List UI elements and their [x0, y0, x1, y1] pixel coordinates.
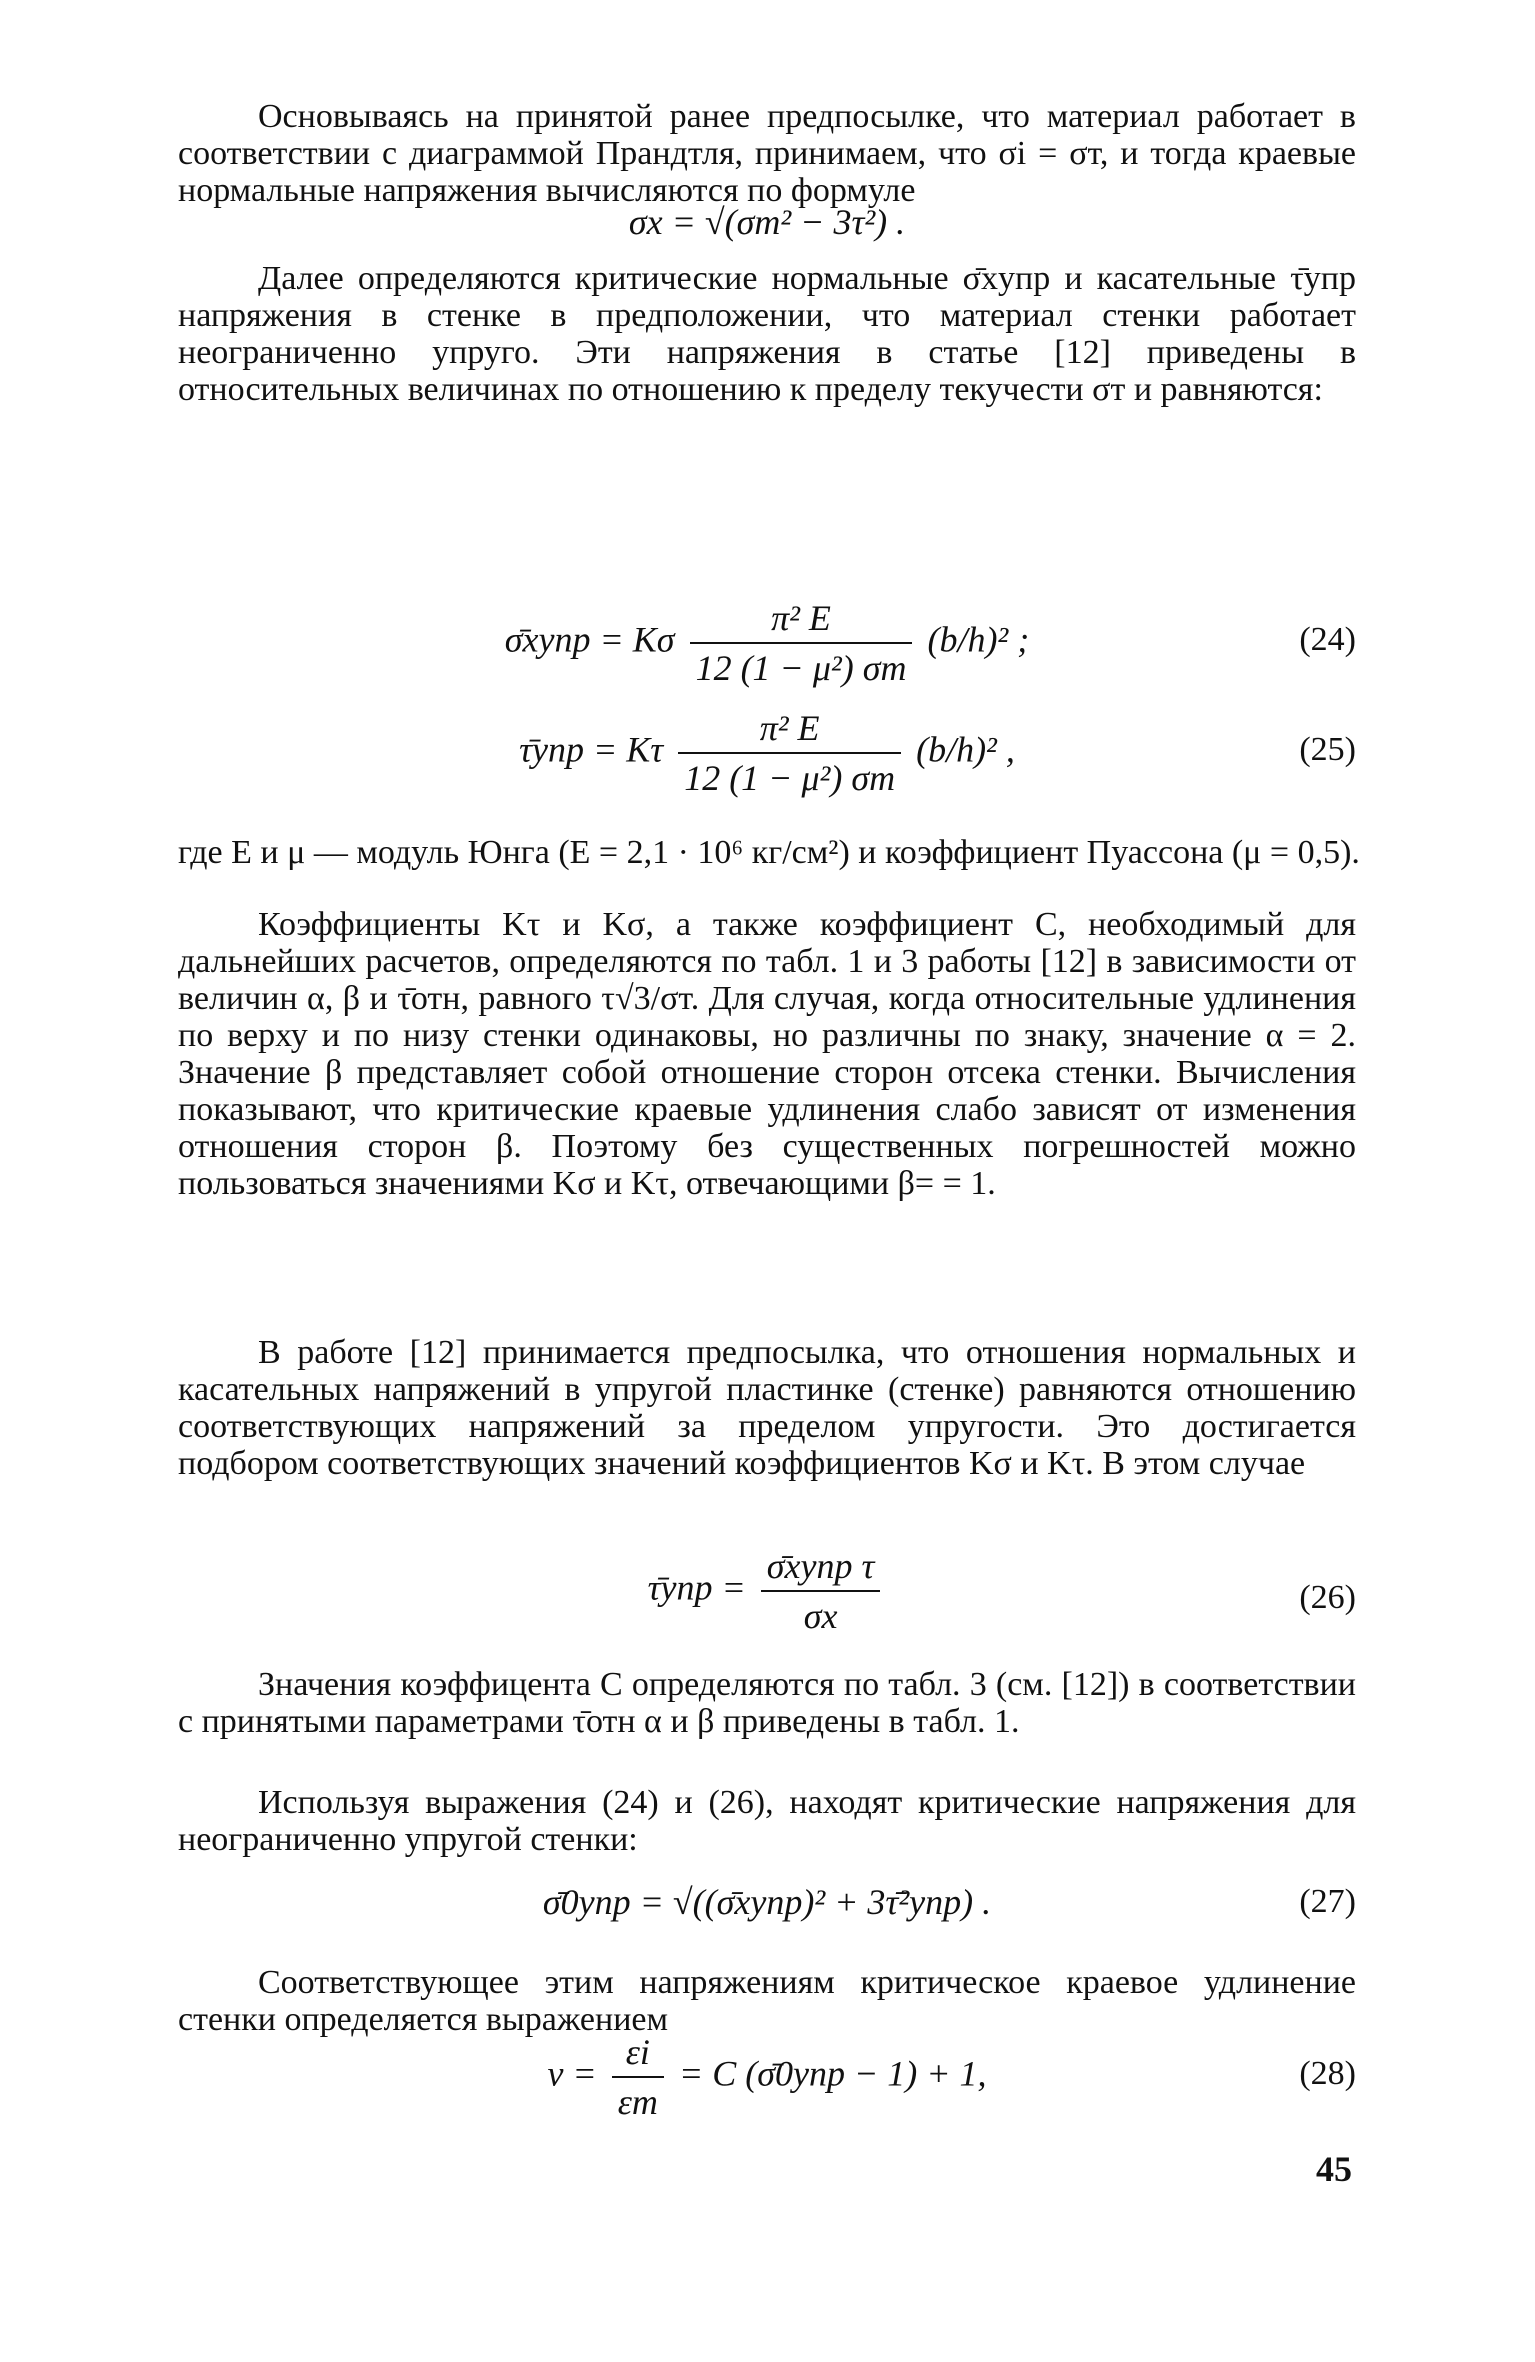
equation-28 — [178, 2030, 1356, 2140]
equation-24-body — [178, 596, 1356, 690]
paragraph-3: где E и μ — модуль Юнга (E = 2,1 · 10⁶ кг/см²) и коэффициент Пуассона (μ = 0,5). — [178, 834, 1360, 871]
equation-sigma-x-text: σx = √(σт² − 3τ²) . — [628, 202, 906, 242]
equation-26-number: (26) — [1299, 1579, 1356, 1616]
equation-26-fraction — [761, 1544, 881, 1638]
equation-28-number: (28) — [1299, 2055, 1356, 2092]
equation-26 — [178, 1544, 1356, 1654]
equation-25-body — [178, 706, 1356, 800]
equation-26-denominator: σx — [803, 1596, 838, 1636]
equation-28-lhs: ν = — [547, 2053, 597, 2094]
page-number: 45 — [1316, 2149, 1352, 2189]
equation-26-numerator: σ̄xупр τ — [761, 1544, 881, 1592]
equation-25-numerator: π² E — [678, 706, 901, 754]
paragraph-8: Соответствующее этим напряжениям критическое краевое удлинение стенки определяется выражением — [178, 1964, 1356, 2038]
equation-26-body — [178, 1544, 1356, 1638]
paragraph-6: Значения коэффицента C определяются по табл. 3 (см. [12]) в соответствии с принятыми параметрами τ̄отн α и β приведены в табл. 1. — [178, 1666, 1356, 1740]
equation-28-rhs: = C (σ̄0упр − 1) + 1, — [678, 2053, 987, 2094]
equation-28-numerator: εi — [612, 2030, 664, 2078]
equation-25-rhs: (b/h)² , — [916, 729, 1015, 770]
equation-25-lhs: τ̄упр = Kτ — [519, 729, 664, 770]
equation-28-body — [178, 2030, 1356, 2124]
equation-28-denominator: εт — [617, 2082, 658, 2122]
equation-25-number: (25) — [1299, 731, 1356, 768]
equation-24-denominator: 12 (1 − μ²) σт — [695, 648, 907, 688]
paragraph-1: Основываясь на принятой ранее предпосылке, что материал работает в соответствии с диаграммой Прандтля, принимаем, что σi = σт, и тогда краевые нормальные напряжения вычисляются по формуле — [178, 98, 1356, 209]
equation-24-fraction — [690, 596, 913, 690]
equation-24-numerator: π² E — [690, 596, 913, 644]
equation-25-denominator: 12 (1 − μ²) σт — [684, 758, 896, 798]
equation-27-text: σ̄0упр = √((σ̄xупр)² + 3τ̄²упр) . — [542, 1882, 992, 1922]
paragraph-5: В работе [12] принимается предпосылка, что отношения нормальных и касательных напряжений в упругой пластинке (стенке) равняются отношению соответствующих напряжений за пределом упругости. Это достигается подбором соответствующих значений коэффициентов Kσ и Kτ. В этом случае — [178, 1334, 1356, 1482]
equation-24-rhs: (b/h)² ; — [927, 619, 1030, 660]
equation-27 — [178, 1880, 1356, 1950]
equation-24-lhs: σ̄xупр = Kσ — [504, 619, 675, 660]
equation-24-number: (24) — [1299, 621, 1356, 658]
equation-25 — [178, 706, 1356, 796]
paragraph-4: Коэффициенты Kτ и Kσ, а также коэффициент C, необходимый для дальнейших расчетов, определяются по табл. 1 и 3 работы [12] в зависимости от величин α, β и τ̄отн, равного τ√3/σт. Для случая, когда относительные удлинения по верху и по низу стенки одинаковы, но различны по знаку, значение α = 2. Значение β представляет собой отношение сторон отсека стенки. Вычисления показывают, что критические краевые удлинения слабо зависят от изменения отношения сторон β. Поэтому без существенных погрешностей можно пользоваться значениями Kσ и Kτ, отвечающими β= = 1. — [178, 906, 1356, 1202]
equation-28-fraction — [612, 2030, 664, 2124]
equation-26-lhs: τ̄упр = — [647, 1567, 746, 1608]
paragraph-7: Используя выражения (24) и (26), находят критические напряжения для неограниченно упругой стенки: — [178, 1784, 1356, 1858]
paragraph-2: Далее определяются критические нормальные σ̄xупр и касательные τ̄упр напряжения в стенке в предположении, что материал стенки работает неограниченно упруго. Эти напряжения в статье [12] приведены в относительных величинах по отношению к пределу текучести σт и равняются: — [178, 260, 1356, 408]
equation-27-number: (27) — [1299, 1883, 1356, 1920]
equation-24 — [178, 596, 1356, 686]
equation-25-fraction — [678, 706, 901, 800]
